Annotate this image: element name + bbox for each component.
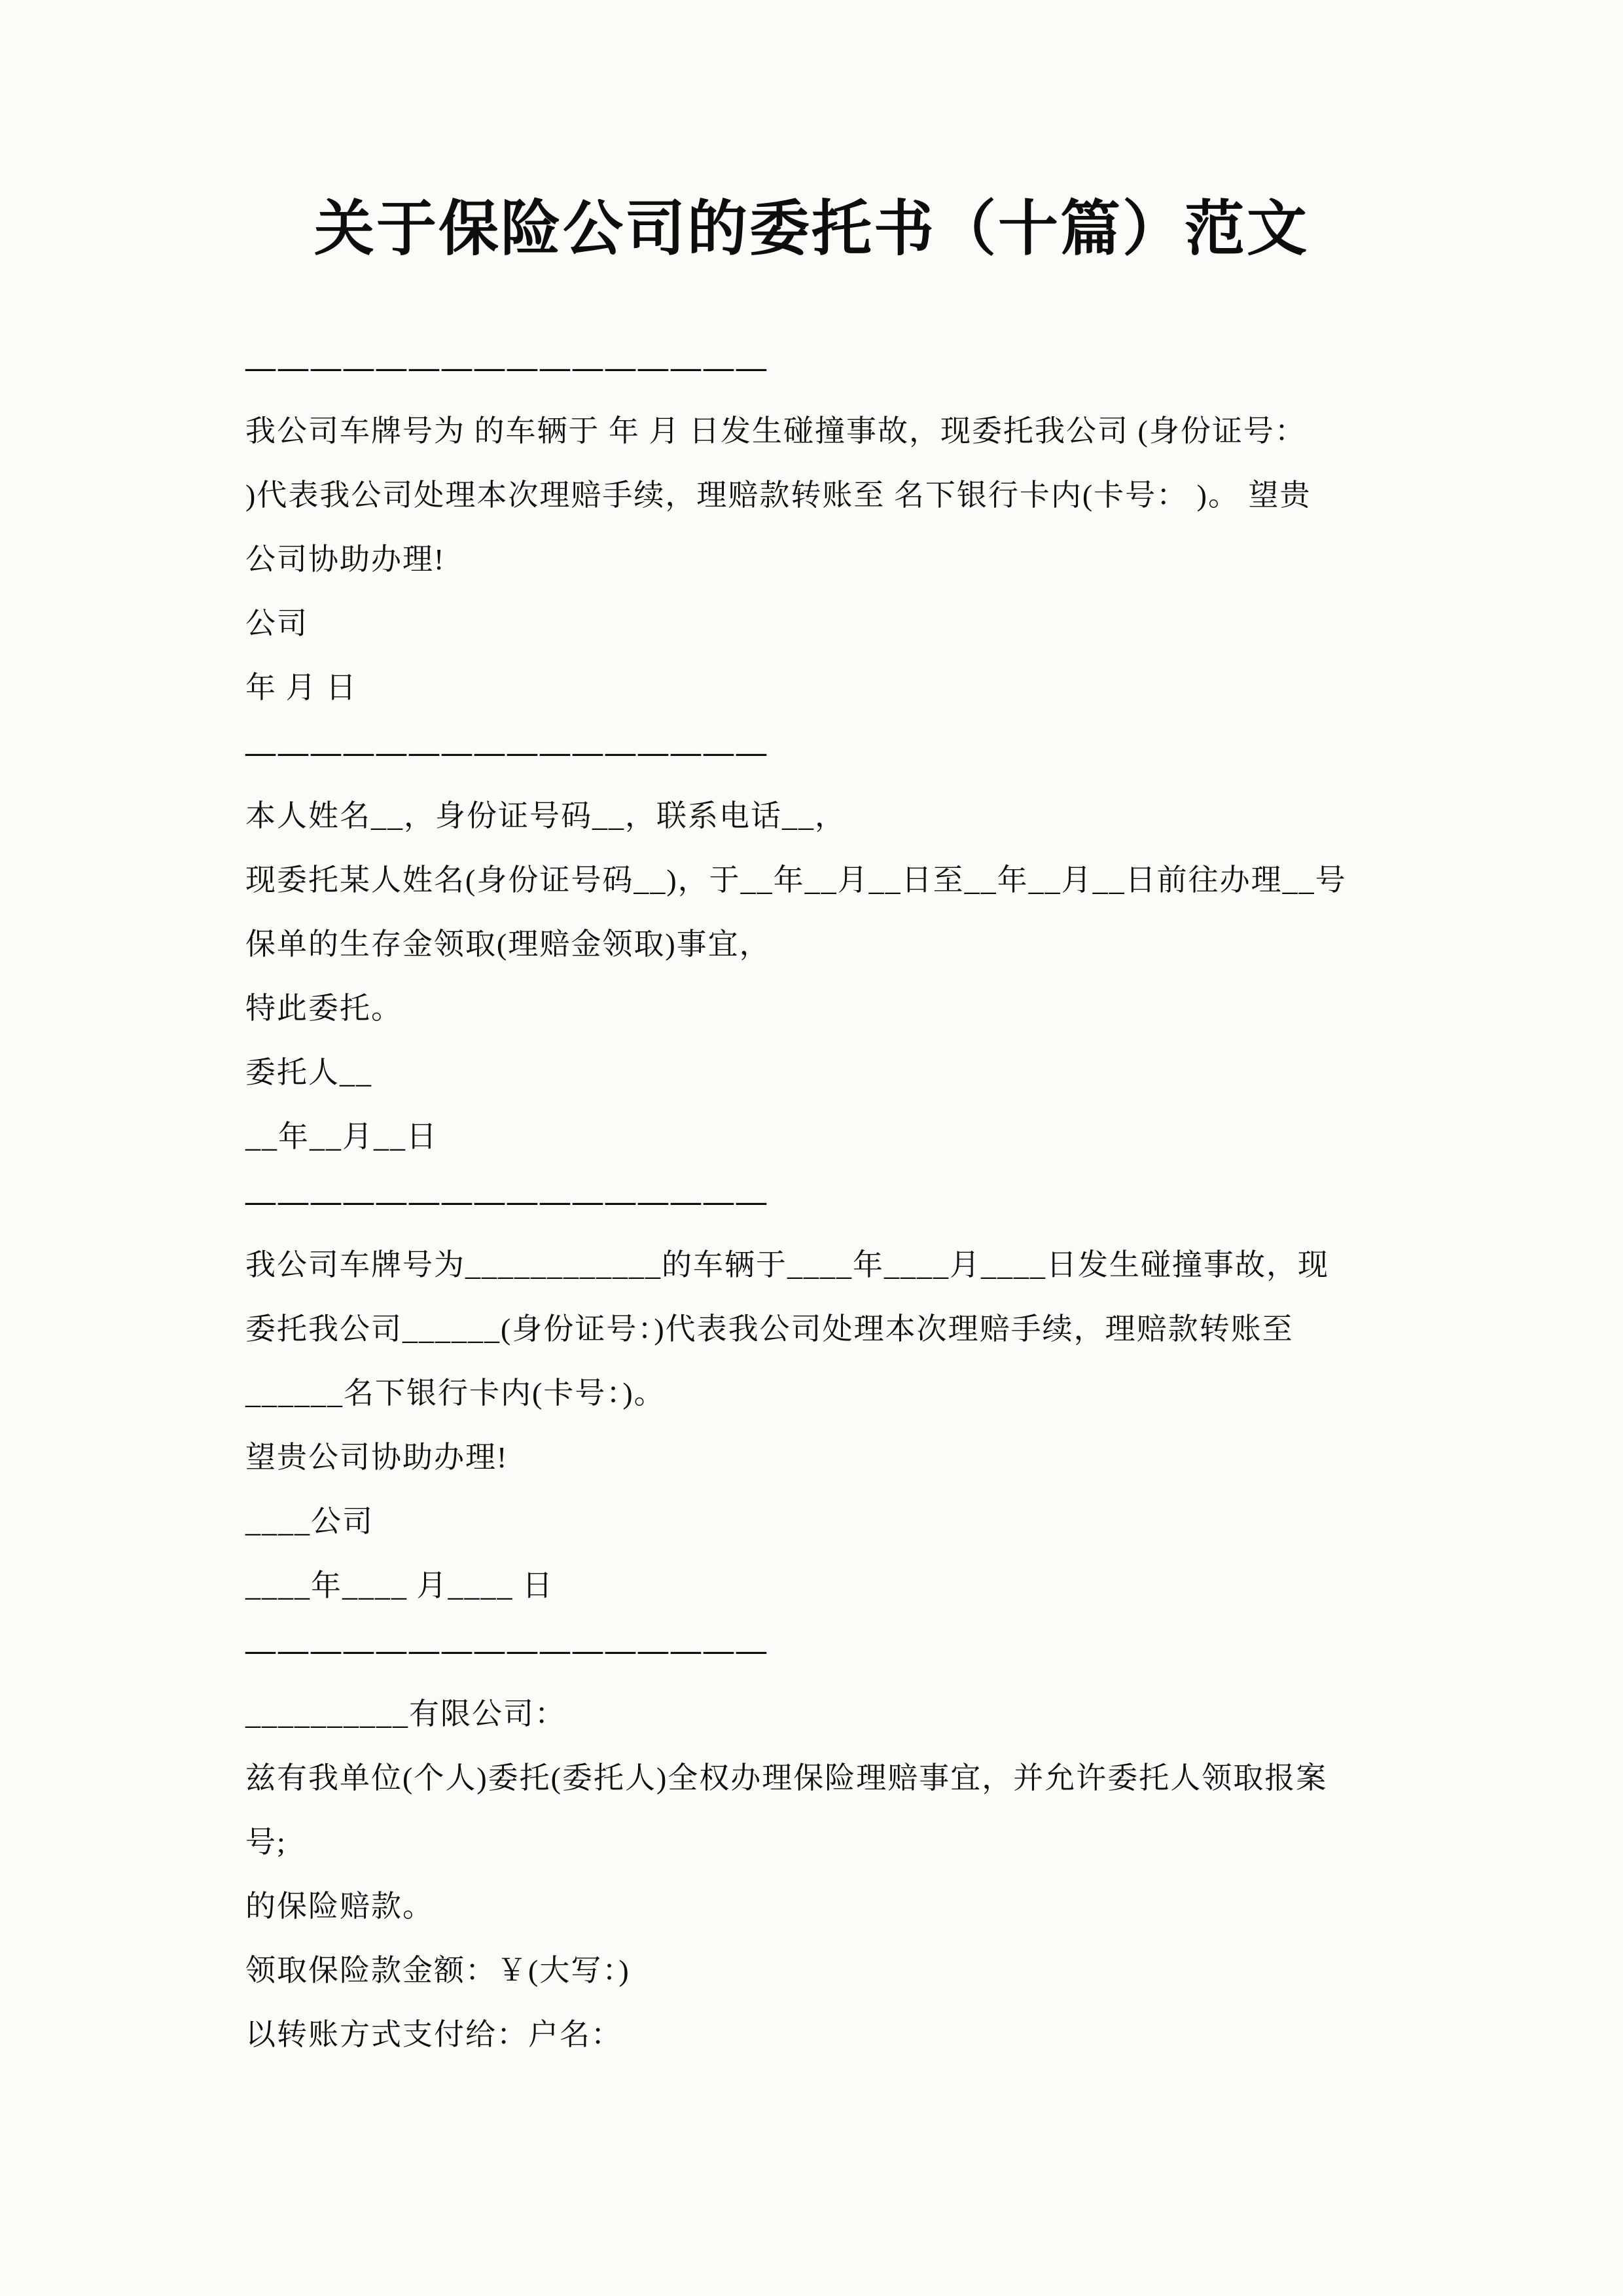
body-line: 我公司车牌号为____________的车辆于____年____月____日发生碰撞事故，现 bbox=[245, 1248, 1329, 1282]
body-line: 现委托某人姓名(身份证号码__)，于__年__月__日至__年__月__日前往办理__号 bbox=[245, 863, 1347, 897]
body-line: 公司 bbox=[245, 607, 308, 640]
document-body bbox=[245, 335, 1387, 2067]
body-line: __________有限公司： bbox=[245, 1697, 566, 1731]
separator-line: ———————————————— bbox=[245, 350, 769, 384]
body-line: 年 月 日 bbox=[245, 671, 357, 704]
body-line: 领取保险款金额：￥(大写：) bbox=[245, 1954, 630, 1987]
body-line: ____年____ 月____ 日 bbox=[245, 1569, 554, 1602]
body-line: )代表我公司处理本次理赔手续，理赔款转账至 名下银行卡内(卡号： )。 望贵 bbox=[245, 478, 1311, 512]
body-line: __年__月__日 bbox=[245, 1120, 438, 1153]
body-line: 的保险赔款。 bbox=[245, 1890, 434, 1923]
body-line: 号; bbox=[245, 1825, 287, 1859]
separator-line: ———————————————— bbox=[245, 1184, 769, 1217]
body-line: 保单的生存金领取(理赔金领取)事宜， bbox=[245, 927, 771, 961]
body-line: 我公司车牌号为 的车辆于 年 月 日发生碰撞事故，现委托我公司 (身份证号： bbox=[245, 414, 1306, 448]
body-line: 特此委托。 bbox=[245, 992, 402, 1025]
body-line: ____公司 bbox=[245, 1505, 374, 1538]
body-line: 委托人__ bbox=[245, 1056, 372, 1089]
body-line: 本人姓名__，身份证号码__，联系电话__， bbox=[245, 799, 846, 833]
body-line: 望贵公司协助办理! bbox=[245, 1441, 508, 1474]
separator-line: ———————————————— bbox=[245, 735, 769, 768]
body-line: 委托我公司______(身份证号：)代表我公司处理本次理赔手续，理赔款转账至 bbox=[245, 1312, 1294, 1346]
body-line: 公司协助办理! bbox=[245, 543, 446, 576]
body-line: 兹有我单位(个人)委托(委托人)全权办理保险理赔事宜，并允许委托人领取报案 bbox=[245, 1761, 1328, 1795]
separator-line: ———————————————— bbox=[245, 1633, 769, 1666]
body-line: 以转账方式支付给：户名： bbox=[245, 2018, 622, 2051]
body-line: ______名下银行卡内(卡号：)。 bbox=[245, 1376, 666, 1410]
document-title: 关于保险公司的委托书（十篇）范文 bbox=[313, 196, 1309, 262]
